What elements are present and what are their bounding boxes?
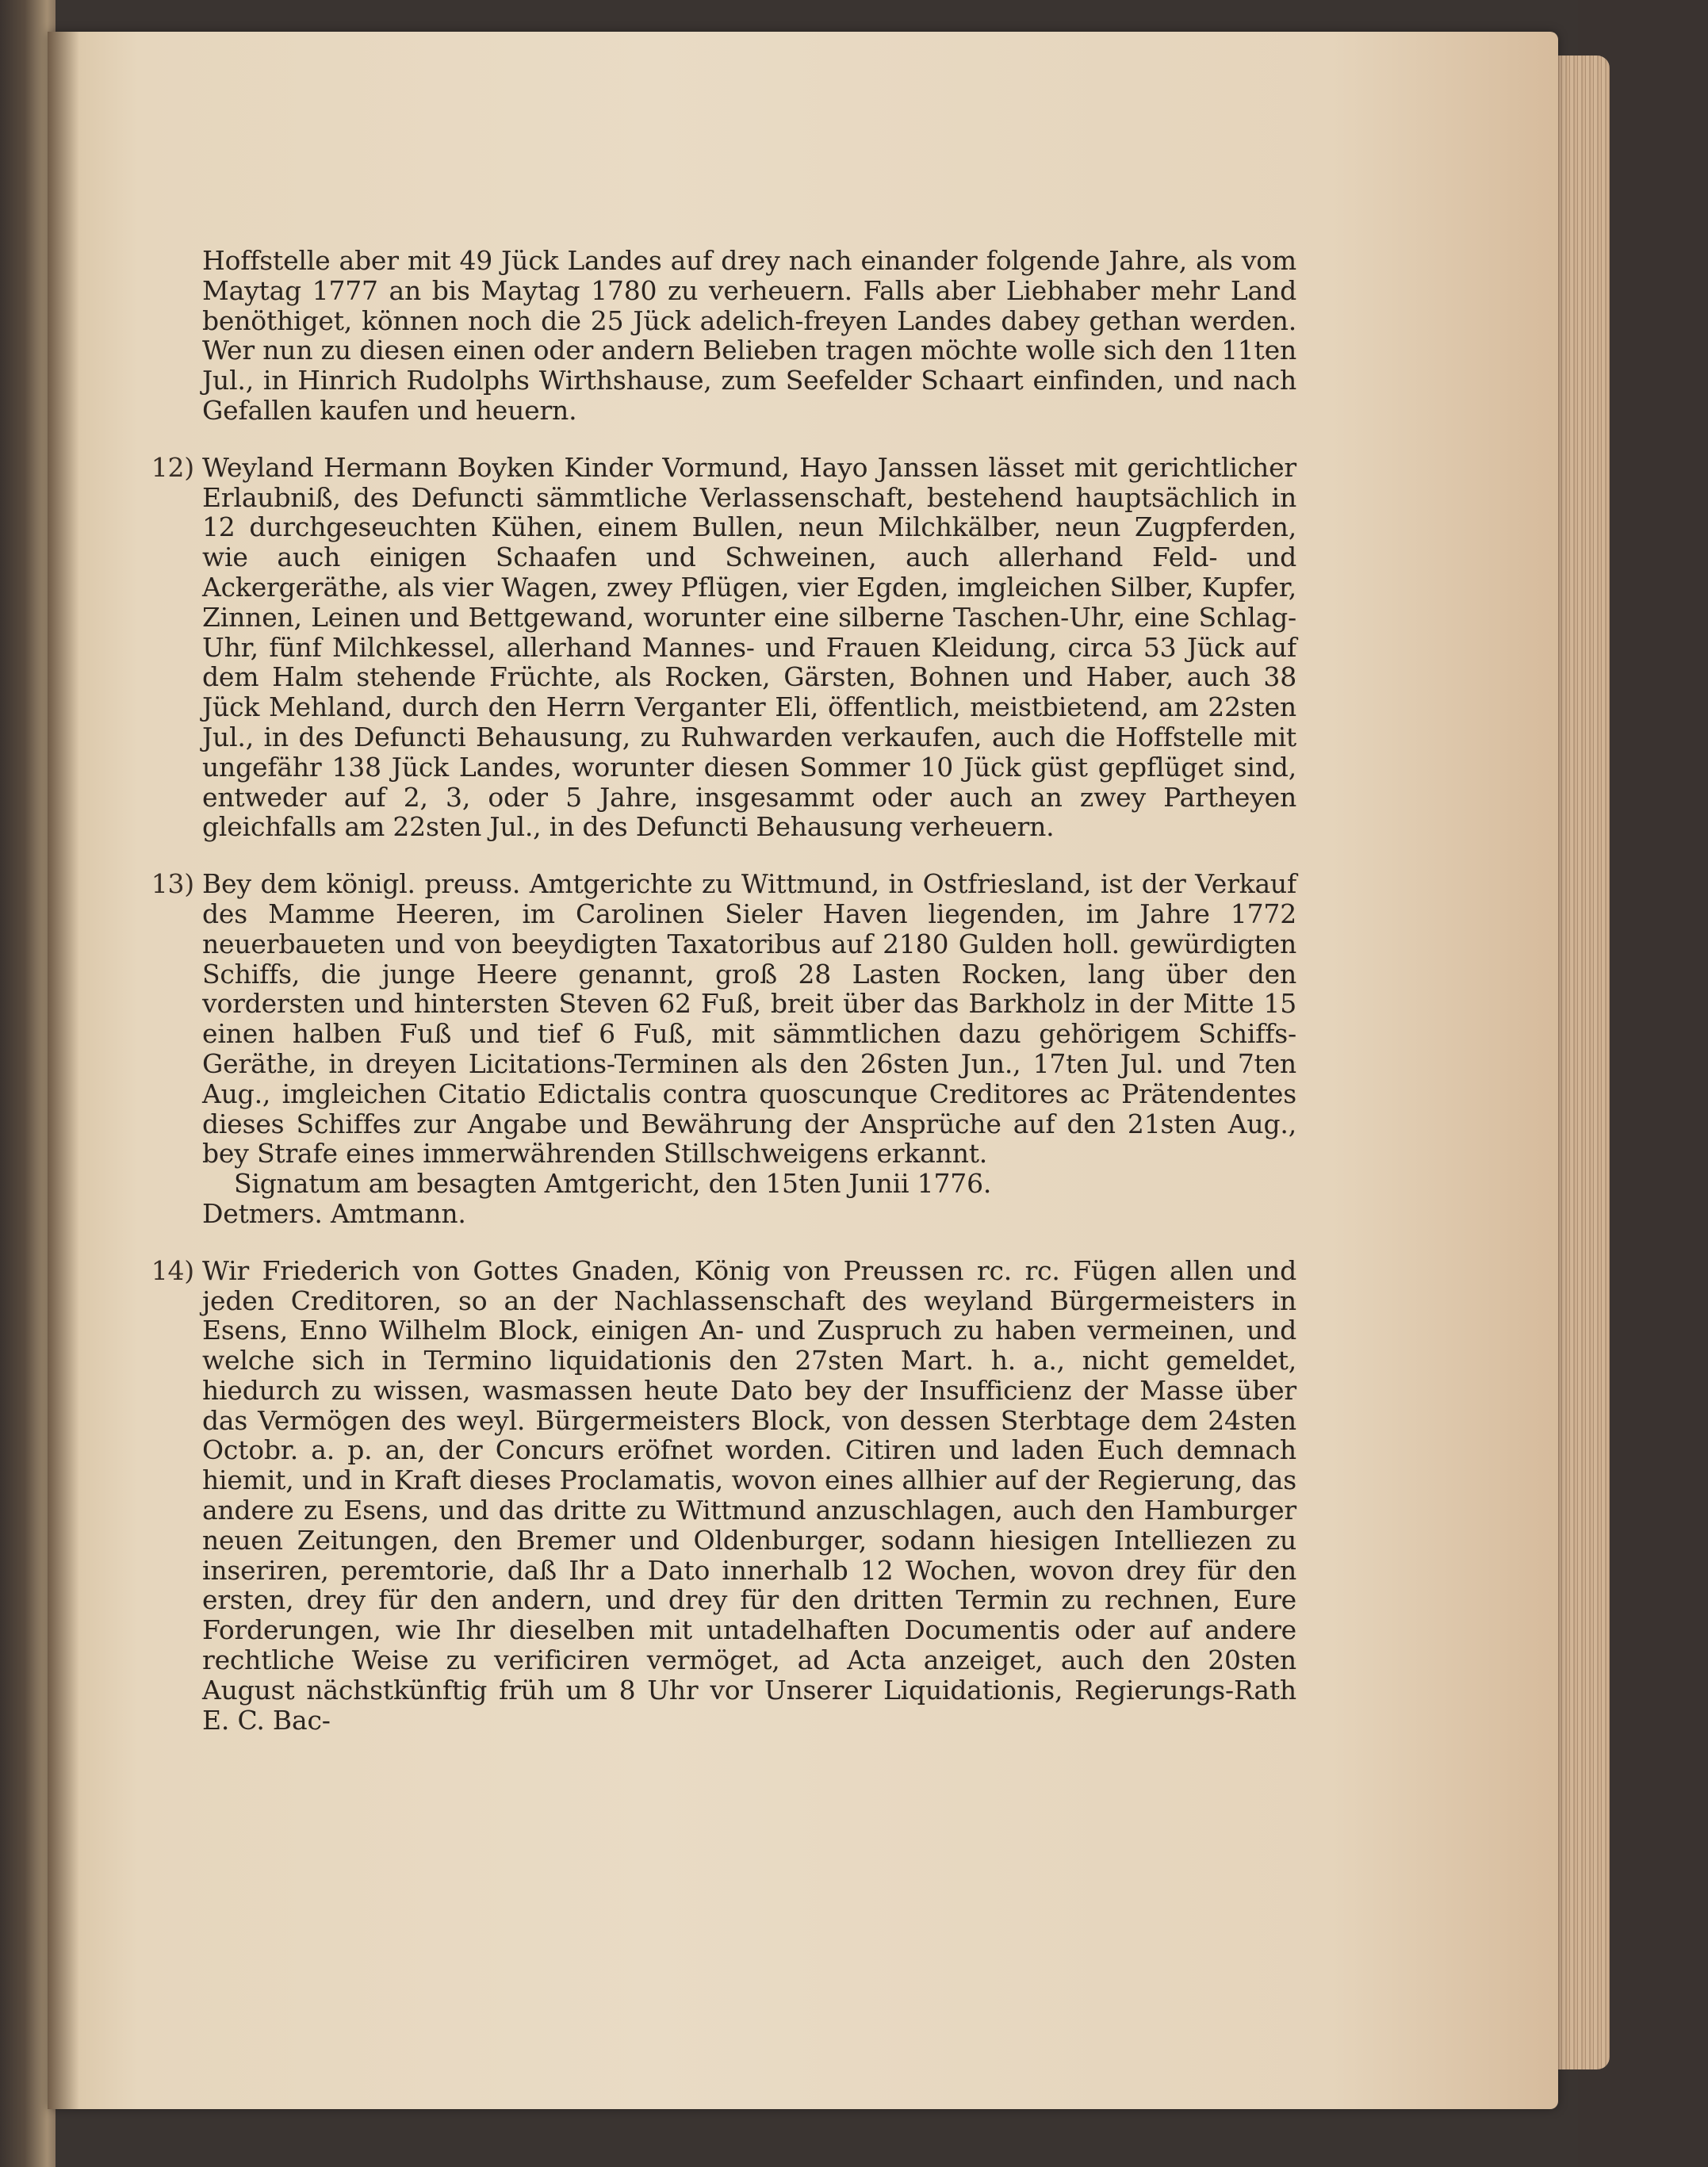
entry-number: 14) [151, 1254, 194, 1286]
signature-name: Detmers. Amtmann. [202, 1197, 466, 1229]
entry-continuation [202, 246, 1296, 426]
document-text [151, 245, 1296, 1762]
signature-date: Signatum am besagten Amtgericht, den 15ten Junii 1776. [234, 1168, 992, 1200]
entry-text: Hoffstelle aber mit 49 Jück Landes auf drey nach einander folgende Jahre, als vom Maytag 1777 an bis Maytag 1780 zu verheuern. Falls aber Liebhaber mehr Land benöthiget, können noch die 25 Jück adelich-freyen Landes dabey gethan werden. Wer nun zu diesen einen oder andern Belieben tragen möchte wolle sich den 11ten Jul., in Hinrich Rudolphs Wirthshause, zum Seefelder Schaart einfinden, und nach Gefallen kaufen und heuern. [202, 245, 1296, 426]
entry-number: 12) [151, 451, 194, 483]
entry-text: Weyland Hermann Boyken Kinder Vormund, Hayo Janssen lässet mit gerichtlicher Erlaubniß, des Defuncti sämmtliche Verlassenschaft, bestehend hauptsächlich in 12 durchgeseuchten Kühen, einem Bullen, neun Milchkälber, neun Zugpferden, wie auch einigen Schaafen und Schweinen, auch allerhand Feld- und Ackergeräthe, als vier Wagen, zwey Pflügen, vier Egden, imgleichen Silber, Kupfer, Zinnen, Leinen und Bettgewand, worunter eine silberne Taschen-Uhr, eine Schlag-Uhr, fünf Milchkessel, allerhand Mannes- und Frauen Kleidung, circa 53 Jück auf dem Halm stehende Früchte, als Rocken, Gärsten, Bohnen und Haber, auch 38 Jück Mehland, durch den Herrn Verganter Eli, öffentlich, meistbietend, am 22sten Jul., in des Defuncti Behausung, zu Ruhwarden verkaufen, auch die Hoffstelle mit ungefähr 138 Jück Landes, worunter diesen Sommer 10 Jück güst gepflüget sind, entweder auf 2, 3, oder 5 Jahre, insgesammt oder auch an zwey Partheyen gleichfalls am 22sten Jul., in des Defuncti Behausung verheuern. [202, 451, 1296, 843]
entry-text: Wir Friederich von Gottes Gnaden, König von Preussen rc. rc. Fügen allen und jeden Creditoren, so an der Nachlassenschaft des weyland Bürgermeisters in Esens, Enno Wilhelm Block, einigen An- und Zuspruch zu haben vermeinen, und welche sich in Termino liquidationis den 27sten Mart. h. a., nicht gemeldet, hiedurch zu wissen, wasmassen heute Dato bey der Insufficienz der Masse über das Vermögen des weyl. Bürgermeisters Block, von dessen Sterbtage dem 24sten Octobr. a. p. an, der Concurs eröfnet worden. Citiren und laden Euch demnach hiemit, und in Kraft dieses Proclamatis, wovon eines allhier auf der Regierung, das andere zu Esens, und das dritte zu Wittmund anzuschlagen, auch den Hamburger neuen Zeitungen, den Bremer und Oldenburger, sodann hiesigen Intelliezen zu inseriren, peremtorie, daß Ihr a Dato innerhalb 12 Wochen, wovon drey für den ersten, drey für den andern, und drey für den dritten Termin zu rechnen, Eure Forderungen, wie Ihr dieselben mit untadelhaften Documentis oder auf andere rechtliche Weise zu verificiren vermöget, ad Acta anzeiget, auch den 20sten August nächstkünftig früh um 8 Uhr vor Unserer Liquidationis, Regierungs-Rath E. C. Bac- [202, 1254, 1296, 1736]
entry-12 [151, 451, 1296, 843]
entry-text: Bey dem königl. preuss. Amtgerichte zu Wittmund, in Ostfriesland, ist der Verkauf des Mamme Heeren, im Carolinen Sieler Haven liegenden, im Jahre 1772 neuerbaueten und von beeydigten Taxatoribus auf 2180 Gulden holl. gewürdigten Schiffs, die junge Heere genannt, groß 28 Lasten Rocken, lang über den vordersten und hintersten Steven 62 Fuß, breit über das Barkholz in der Mitte 15 einen halben Fuß und tief 6 Fuß, mit sämmtlichen dazu gehörigem Schiffs-Geräthe, in dreyen Licitations-Terminen als den 26sten Jun., 17ten Jul. und 7ten Aug., imgleichen Citatio Edictalis contra quoscunque Creditores ac Prätendentes dieses Schiffes zur Angabe und Bewährung der Ansprüche auf den 21sten Aug., bey Strafe eines immerwährenden Stillschweigens erkannt. [202, 868, 1296, 1170]
entry-13 [151, 868, 1296, 1229]
entry-14 [151, 1254, 1296, 1736]
entry-number: 13) [151, 868, 194, 900]
book-gutter-shadow [48, 32, 79, 2109]
